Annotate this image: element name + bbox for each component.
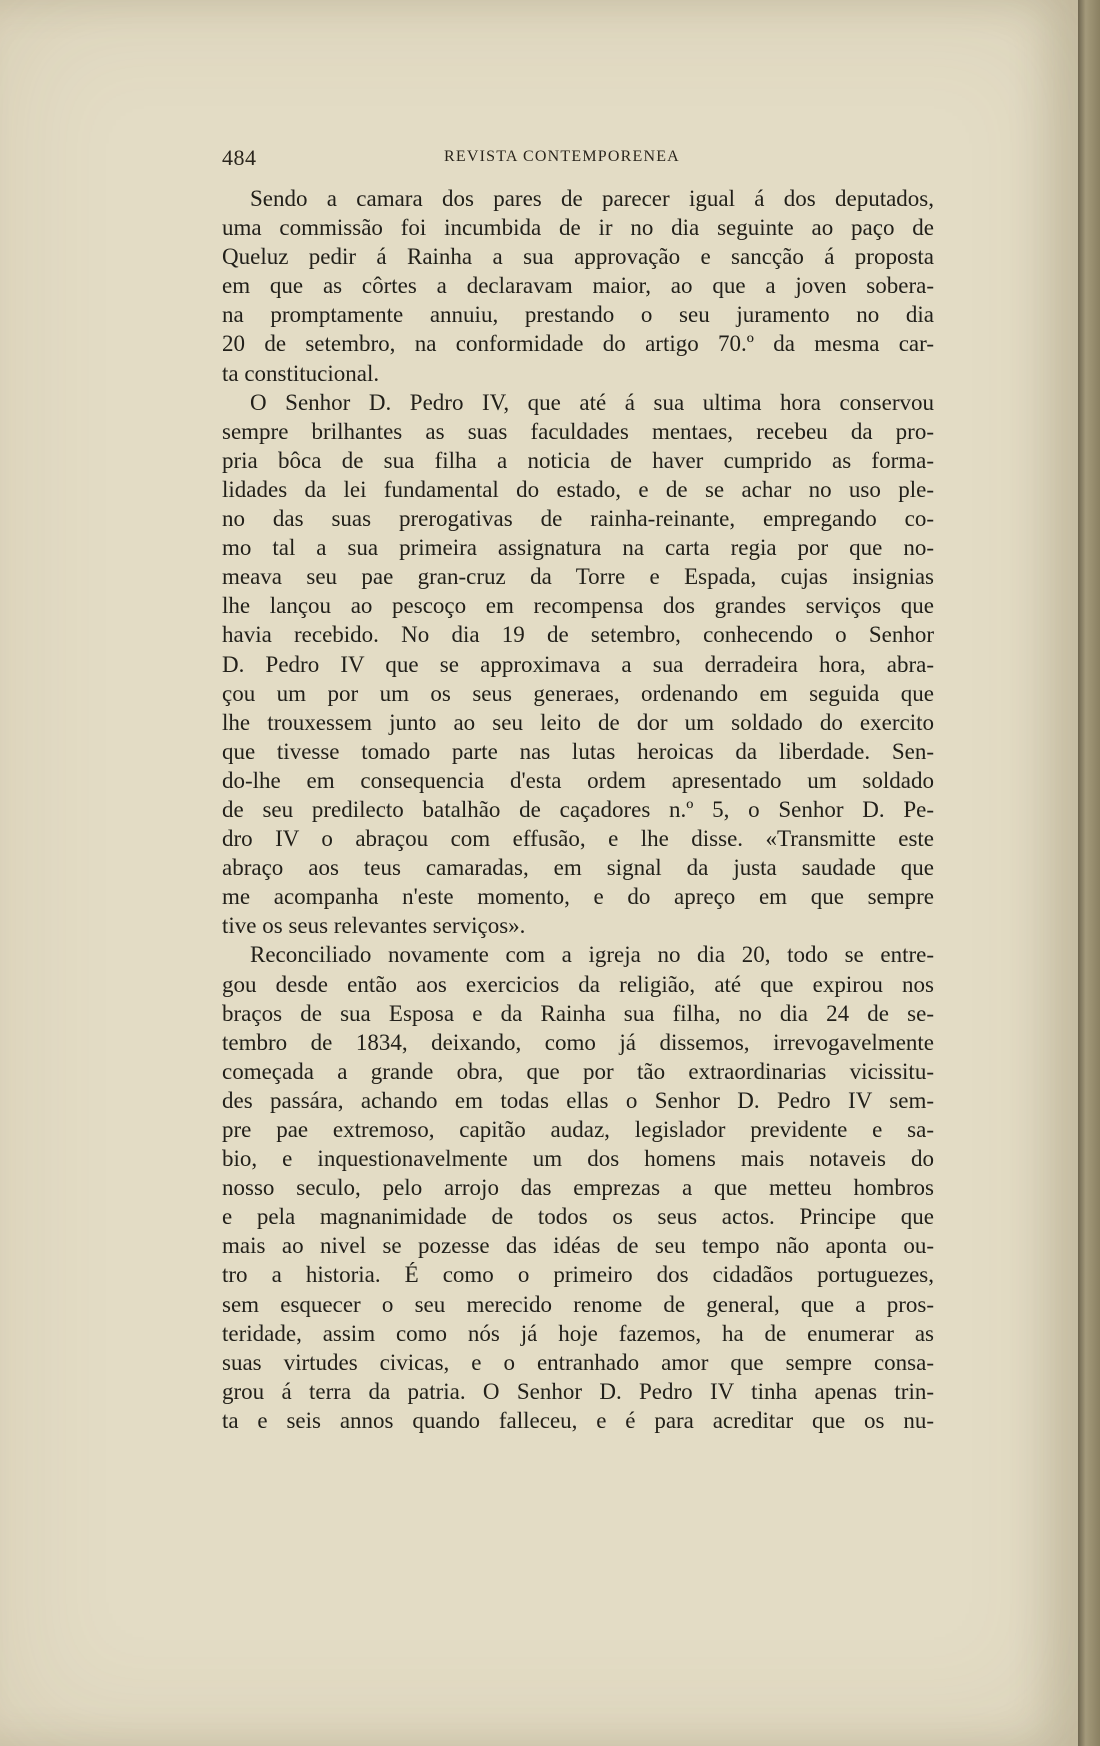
text-line: do-lhe em consequencia d'esta ordem apresentado um soldado	[222, 767, 934, 793]
text-line: tive os seus relevantes serviços».	[222, 913, 526, 939]
text-line: tro a historia. É como o primeiro dos cidadãos portuguezes,	[222, 1262, 934, 1288]
text-line: bio, e inquestionavelmente um dos homens mais notaveis do	[222, 1146, 934, 1172]
text-line: tembro de 1834, deixando, como já dissemos, irrevogavelmente	[222, 1029, 934, 1055]
text-line: mais ao nivel se pozesse das idéas de seu tempo não aponta ou-	[222, 1233, 934, 1259]
text-line: çou um por um os seus generaes, ordenando em seguida que	[222, 680, 934, 706]
text-line: no das suas prerogativas de rainha-reinante, empregando co-	[222, 506, 934, 532]
text-line: D. Pedro IV que se approximava a sua derradeira hora, abra-	[222, 651, 934, 677]
text-line: O Senhor D. Pedro IV, que até á sua ultima hora conservou	[250, 389, 934, 415]
text-line: uma commissão foi incumbida de ir no dia seguinte ao paço de	[222, 215, 934, 241]
text-line: Sendo a camara dos pares de parecer igual á dos deputados,	[250, 186, 934, 211]
body-text	[222, 184, 934, 1435]
text-line: ta e seis annos quando falleceu, e é para acreditar que os nu-	[222, 1407, 934, 1433]
page-header	[222, 145, 934, 175]
text-line: lidades da lei fundamental do estado, e de se achar no uso ple-	[222, 476, 934, 502]
text-line: de seu predilecto batalhão de caçadores n.º 5, o Senhor D. Pe-	[222, 796, 934, 822]
text-line: lhe lançou ao pescoço em recompensa dos grandes serviços que	[222, 593, 934, 619]
text-line: que tivesse tomado parte nas lutas heroicas da liberdade. Sen-	[222, 738, 934, 764]
text-line: Queluz pedir á Rainha a sua approvação e sancção á proposta	[222, 244, 934, 270]
text-line: lhe trouxessem junto ao seu leito de dor um soldado do exercito	[222, 709, 934, 735]
text-line: pre pae extremoso, capitão audaz, legislador previdente e sa-	[222, 1117, 934, 1142]
text-line: sempre brilhantes as suas faculdades mentaes, recebeu da pro-	[222, 418, 934, 444]
text-line: meava seu pae gran-cruz da Torre e Espada, cujas insignias	[222, 564, 934, 590]
text-line: me acompanha n'este momento, e do apreço em que sempre	[222, 884, 934, 910]
text-line: abraço aos teus camaradas, em signal da justa saudade que	[222, 855, 934, 881]
text-line: e pela magnanimidade de todos os seus actos. Principe que	[222, 1204, 934, 1230]
page-number: 484	[222, 145, 257, 170]
text-line: dro IV o abraçou com effusão, e lhe disse. «Transmitte este	[222, 826, 934, 852]
text-line: havia recebido. No dia 19 de setembro, conhecendo o Senhor	[222, 622, 934, 648]
text-line: teridade, assim como nós já hoje fazemos, ha de enumerar as	[222, 1320, 934, 1346]
text-line: 20 de setembro, na conformidade do artigo 70.º da mesma car-	[222, 331, 934, 357]
text-line: suas virtudes civicas, e o entranhado amor que sempre consa-	[222, 1349, 934, 1375]
text-line: pria bôca de sua filha a noticia de haver cumprido as forma-	[222, 447, 934, 473]
book-spine-edge	[1078, 0, 1100, 1746]
text-line: Reconciliado novamente com a igreja no dia 20, todo se entre-	[250, 942, 934, 968]
text-line: nosso seculo, pelo arrojo das emprezas a que metteu hombros	[222, 1175, 934, 1201]
text-line: grou á terra da patria. O Senhor D. Pedro IV tinha apenas trin-	[222, 1378, 934, 1404]
text-line: na promptamente annuiu, prestando o seu juramento no dia	[222, 302, 934, 328]
text-line: em que as côrtes a declaravam maior, ao que a joven sobera-	[222, 273, 934, 299]
text-line: começada a grande obra, que por tão extraordinarias vicissitu-	[222, 1058, 934, 1084]
text-line: mo tal a sua primeira assignatura na carta regia por que no-	[222, 535, 934, 561]
text-line: sem esquecer o seu merecido renome de general, que a pros-	[222, 1291, 934, 1317]
text-line: ta constitucional.	[222, 360, 380, 386]
text-line: gou desde então aos exercicios da religião, até que expirou nos	[222, 971, 934, 997]
text-line: des passára, achando em todas ellas o Senhor D. Pedro IV sem-	[222, 1087, 934, 1113]
running-title: REVISTA CONTEMPORENEA	[444, 148, 680, 165]
text-line: braços de sua Esposa e da Rainha sua filha, no dia 24 de se-	[222, 1000, 934, 1026]
